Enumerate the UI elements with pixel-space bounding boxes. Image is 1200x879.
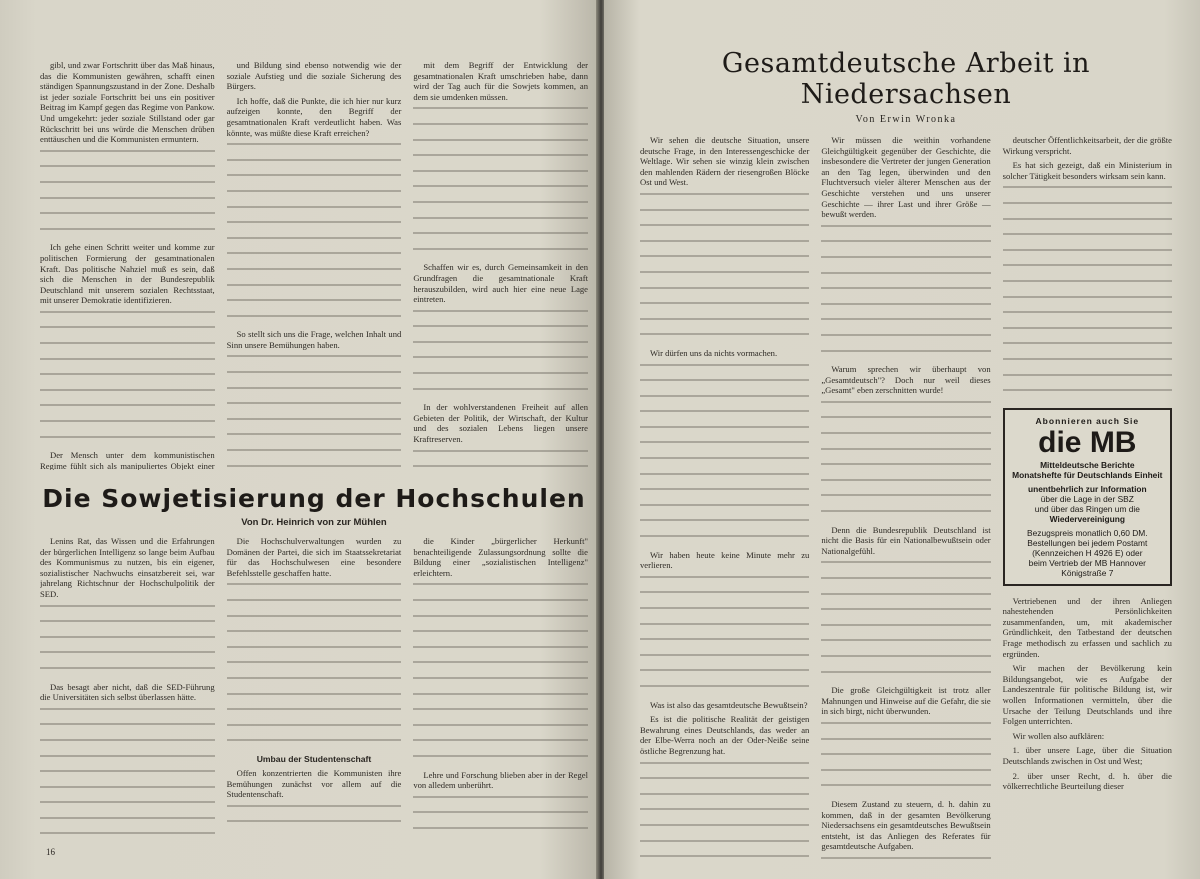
- unread-text-block: [821, 857, 990, 865]
- text-column-1: [40, 60, 215, 470]
- ad-line: Wiedervereinigung: [1049, 513, 1125, 524]
- paragraph: Das besagt aber nicht, daß die SED-Führung die Universitäten sich selbst überlassen hätte.: [40, 681, 215, 703]
- article-byline: Von Erwin Wronka: [855, 114, 957, 125]
- paragraph: Vertriebenen und der ihren Anliegen nahestehenden Persönlichkeiten zusammenfanden, um, mit akademischer Gründlichkeit, den Tatbestand der deutschen Frage methodisch zu erfassen und sachlich zu ergründen.: [1002, 595, 1172, 659]
- right-page: [604, 0, 1200, 879]
- article-continuation: [40, 60, 588, 470]
- unread-text-block: [413, 450, 588, 470]
- unread-text-block: [413, 583, 588, 765]
- page-number: 16: [46, 847, 55, 857]
- subscription-ad-box: [1003, 408, 1172, 586]
- ad-line: (Kennzeichen H 4926 E) oder: [1032, 547, 1143, 558]
- ad-line: Königstraße 7: [1061, 567, 1114, 578]
- paragraph: Die große Gleichgültigkeit ist trotz aller Mahnungen und Hinweise auf die Gefahr, die sie in sich birgt, nicht überwunden.: [821, 685, 991, 717]
- unread-text-block: [227, 355, 402, 470]
- article-body: [640, 135, 1172, 865]
- paragraph: Ich gehe einen Schritt weiter und komme zur politischen Formierung der gesamtnationalen Kraft. Das politische Nahziel muß es sein, daß sich die Menschen in der Bundesrepublik Deutschland mit unserem sozialen Rechtsstaat, mit unserer Demokratie identifizieren.: [40, 242, 215, 306]
- paragraph: Was ist also das gesamtdeutsche Bewußtsein?: [650, 699, 808, 710]
- paragraph: und Bildung sind ebenso notwendig wie der soziale Aufstieg und die soziale Sicherung des Bürgers.: [226, 60, 402, 92]
- paragraph: So stellt sich uns die Frage, welchen Inhalt und Sinn unsere Bemühungen haben.: [226, 329, 402, 350]
- unread-text-block: [640, 762, 809, 865]
- unread-text-block: [640, 364, 809, 546]
- article-headline: Die Sowjetisierung der Hochschulen: [42, 484, 586, 513]
- ad-line: Bezugspreis monatlich 0,60 DM.: [1027, 527, 1148, 538]
- paragraph: Wir wollen also aufklären:: [1012, 730, 1105, 741]
- unread-text-block: [227, 583, 402, 750]
- text-column-3: [413, 536, 588, 841]
- paragraph: Die Hochschulverwaltungen wurden zu Domänen der Partei, die sich im Staatssekretariat für das Hochschulwesen eine besondere Befehlsstelle geschaffen hatte.: [226, 536, 402, 578]
- text-column-2: [227, 60, 402, 470]
- unread-text-block: [40, 605, 215, 678]
- unread-text-block: [227, 143, 402, 325]
- unread-text-block: [40, 150, 215, 239]
- paragraph: 2. über unser Recht, d. h. über die völkerrechtliche Beurteilung dieser: [1002, 770, 1172, 792]
- unread-text-block: [821, 561, 990, 681]
- paragraph: Wir machen der Bevölkerung kein Bildungsangebot, wie es Aufgabe der Landeszentrale für politische Bildung ist, wir wollen Informationen vermitteln, über die Ursache der Teilung Deutschlands und ihre Folgen unterrichten.: [1002, 663, 1172, 727]
- ad-line: Bestellungen bei jedem Postamt: [1027, 537, 1148, 548]
- unread-text-block: [821, 401, 990, 521]
- paragraph: Offen konzentrierten die Kommunisten ihre Bemühungen zunächst vor allem auf die Studentenschaft.: [226, 767, 402, 800]
- paragraph: Denn die Bundesrepublik Deutschland ist nicht die Basis für ein Nationalbewußtsein oder Nationalgefühl.: [821, 524, 991, 556]
- text-column-3: [1003, 135, 1172, 865]
- paragraph: mit dem Begriff der Entwicklung der gesamtnationalen Kraft umschrieben habe, dann wird der Tag auch für die Sowjets kommen, an dem sie umdenken müssen.: [413, 60, 588, 102]
- unread-text-block: [413, 310, 588, 399]
- unread-text-block: [413, 107, 588, 258]
- unread-text-block: [821, 225, 990, 360]
- unread-text-block: [40, 708, 215, 841]
- paragraph: Es hat sich gezeigt, daß ein Ministerium in solcher Tätigkeit besonders wirksam sein kann.: [1002, 160, 1172, 181]
- text-column-1: [40, 536, 215, 841]
- ad-intro: Abonnieren auch Sie: [1035, 415, 1140, 426]
- paragraph: Lenins Rat, das Wissen und die Erfahrungen der bürgerlichen Intelligenz so lange beim Aufbau des Kommunismus zu nutzen, bis ein eigener, sozialistischer Nachwuchs einsatzbereit sei, war jahrelang Richtschnur der Hochschulpolitik der SED.: [40, 536, 215, 599]
- paragraph: Der Mensch unter dem kommunistischen Regime fühlt sich als manipuliertes Objekt einer: [40, 450, 215, 470]
- unread-text-block: [640, 193, 809, 344]
- text-column-1: [640, 135, 809, 865]
- ad-subtitle: Monatshefte für Deutschlands Einheit: [1012, 469, 1163, 480]
- article-headline: Gesamtdeutsche Arbeit in Niedersachsen: [721, 48, 1091, 110]
- paragraph: gibl, und zwar Fortschritt über das Maß hinaus, das die Kommunisten gewähren, schafft einen ständigen Spannungszustand in der Zone. Deshalb ist jeder soziale Fortschritt bei uns ein positiver Beitrag im Kampf gegen das Regime von Pankow. Und umgekehrt: jeder soziale Stillstand oder gar Rückschritt bei uns würde die Menschen drüben enttäuschen und die Kommunisten ermuntern.: [40, 60, 215, 145]
- ad-line: und über das Ringen um die: [1034, 503, 1140, 514]
- ad-subtitle: Mitteldeutsche Berichte: [1040, 459, 1135, 470]
- paragraph: Es ist die politische Realität der geistigen Bewahrung eines Deutschlands, das weder an der Elbe-Werra noch an der Oder-Neiße seine östliche Begrenzung hat.: [640, 714, 810, 756]
- text-column-3: [413, 60, 588, 470]
- paragraph: deutscher Öffentlichkeitsarbeit, der die größte Wirkung verspricht.: [1002, 135, 1172, 156]
- paragraph: Wir haben heute keine Minute mehr zu verlieren.: [640, 549, 810, 571]
- unread-text-block: [640, 576, 809, 696]
- text-column-2: [227, 536, 402, 841]
- paragraph: die Kinder „bürgerlicher Herkunft" benachteiligende Zulassungsordnung sollte die Bildung einer „sozialistischen Intelligenz" erleichtern.: [413, 536, 588, 578]
- ad-line: über die Lage in der SBZ: [1040, 493, 1134, 504]
- unread-text-block: [1003, 186, 1172, 399]
- paragraph: Wir dürfen uns da nichts vormachen.: [650, 347, 778, 358]
- paragraph: Schaffen wir es, durch Gemeinsamkeit in den Grundfragen die gesamtnationale Kraft herauszubilden, wird auch hier eine neue Lage eintreten.: [413, 262, 588, 305]
- paragraph: Diesem Zustand zu steuern, d. h. dahin zu kommen, daß in der gesamten Bevölkerung Niedersachsens ein gesamtdeutsches Bewußtsein entsteht, ist das Anliegen des Referates für gesamtdeutsche Aufgaben.: [821, 798, 991, 852]
- paragraph: Ich hoffe, daß die Punkte, die ich hier nur kurz aufzeigen konnte, den Begriff der gesamtnationalen Kraft verdeutlicht haben. Was könnte, was müßte diese Kraft erreichen?: [226, 95, 402, 138]
- unread-text-block: [413, 796, 588, 838]
- ad-line: beim Vertrieb der MB Hannover: [1028, 557, 1146, 568]
- paragraph: 1. über unsere Lage, über die Situation Deutschlands zwischen in Ost und West;: [1002, 745, 1172, 766]
- section-subhead: Umbau der Studentenschaft: [256, 753, 372, 764]
- text-column-2: [821, 135, 990, 865]
- ad-line: unentbehrlich zur Information: [1027, 483, 1147, 494]
- unread-text-block: [821, 722, 990, 795]
- unread-text-block: [40, 311, 215, 446]
- paragraph: Wir müssen die weithin vorhandene Gleichgültigkeit gegenüber der Geschichte, die insbesondere die Vertreter der jungen Generation an den Tag legen, überwinden und den Fluchtversuch vieler älterer Menschen aus der Geschichte verstehen und uns unserer Geschichte — ihrer Last und ihrer Größe — bewußt werden.: [821, 135, 991, 220]
- paragraph: Warum sprechen wir überhaupt von „Gesamtdeutsch"? Doch nur weil dieses „Gesamt" eben zerschnitten wurde!: [821, 364, 991, 396]
- ad-title: die MB: [1038, 425, 1137, 459]
- paragraph: In der wohlverstandenen Freiheit auf allen Gebieten der Politik, der Wirtschaft, der Kultur und des sozialen Lebens liegen unsere Kraftreserven.: [413, 402, 588, 445]
- article-byline: Von Dr. Heinrich von zur Mühlen: [241, 517, 387, 528]
- unread-text-block: [227, 805, 402, 831]
- article-body: [40, 536, 588, 841]
- paragraph: Lehre und Forschung blieben aber in der Regel von alledem unberührt.: [413, 769, 588, 791]
- paragraph: Wir sehen die deutsche Situation, unsere deutsche Frage, in den Interessengeschicke der Weltlage. Wir sehen sie winzig klein zwischen den mahlenden Rädern der riesengroßen Blöcke Ost und West.: [640, 135, 810, 188]
